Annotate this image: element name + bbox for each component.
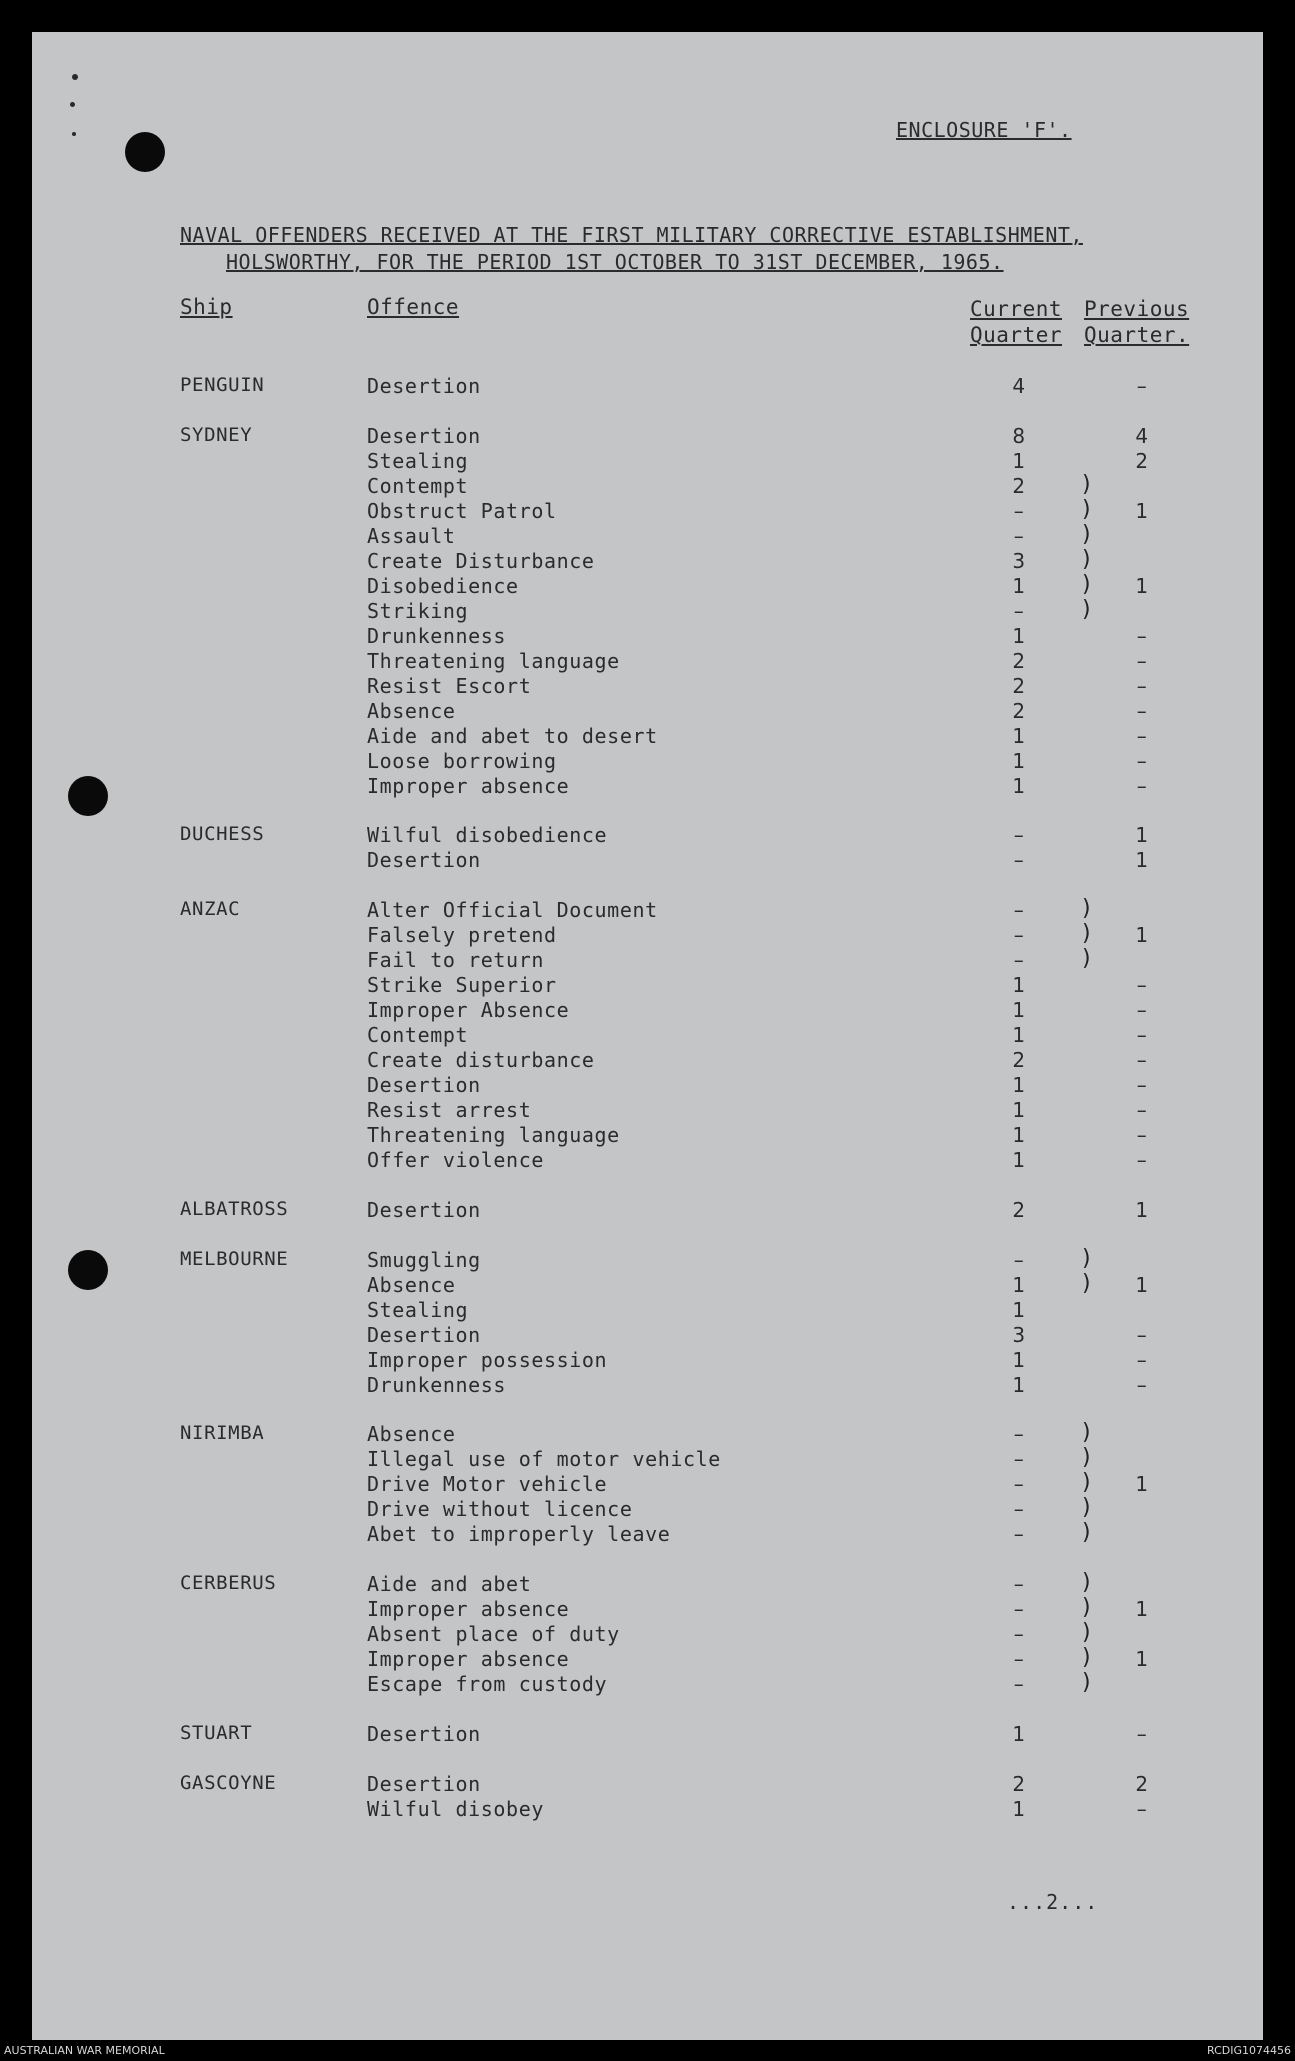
offence-name: Drunkenness — [367, 1373, 507, 1397]
column-header-ship: Ship — [180, 295, 233, 319]
offence-name: Contempt — [367, 474, 469, 498]
group-bracket: ) — [1082, 1670, 1091, 1695]
previous-quarter-count: – — [1136, 973, 1148, 997]
current-quarter-count: 2 — [1012, 649, 1026, 673]
paper-mark — [72, 132, 76, 136]
offence-name: Illegal use of motor vehicle — [367, 1447, 721, 1471]
previous-quarter-count: 4 — [1135, 424, 1149, 448]
offence-name: Resist Escort — [367, 674, 532, 698]
previous-quarter-count: – — [1136, 1048, 1148, 1072]
group-bracket: ) — [1082, 497, 1091, 522]
current-quarter-count: – — [1013, 948, 1025, 972]
offence-name: Create disturbance — [367, 1048, 595, 1072]
current-quarter-count: 1 — [1012, 449, 1026, 473]
offence-name: Alter Official Document — [367, 898, 658, 922]
previous-quarter-count: – — [1136, 774, 1148, 798]
current-quarter-count: 1 — [1012, 1023, 1026, 1047]
current-quarter-count: 2 — [1012, 1772, 1026, 1796]
ship-name: ANZAC — [180, 898, 241, 920]
current-quarter-count: 1 — [1012, 1348, 1026, 1372]
offence-name: Assault — [367, 524, 456, 548]
previous-quarter-count: 1 — [1135, 823, 1149, 847]
previous-quarter-count: – — [1136, 1323, 1148, 1347]
offence-name: Drive without licence — [367, 1497, 633, 1521]
group-bracket: ) — [1082, 1645, 1091, 1670]
current-quarter-count: 2 — [1012, 1048, 1026, 1072]
group-bracket: ) — [1082, 522, 1091, 547]
group-bracket: ) — [1082, 547, 1091, 572]
current-quarter-count: 4 — [1012, 374, 1026, 398]
offence-name: Falsely pretend — [367, 923, 557, 947]
previous-quarter-count: 1 — [1135, 1273, 1149, 1297]
previous-quarter-count: 1 — [1135, 499, 1149, 523]
current-quarter-count: 3 — [1012, 549, 1026, 573]
offence-name: Desertion — [367, 374, 481, 398]
previous-quarter-count: 1 — [1135, 1472, 1149, 1496]
offence-name: Absent place of duty — [367, 1622, 620, 1646]
current-quarter-count: – — [1013, 1472, 1025, 1496]
column-header-previous-line1: Previous — [1084, 297, 1190, 321]
current-quarter-count: 1 — [1012, 1098, 1026, 1122]
offence-name: Stealing — [367, 449, 469, 473]
offence-name: Create Disturbance — [367, 549, 595, 573]
offence-name: Disobedience — [367, 574, 519, 598]
offence-name: Stealing — [367, 1298, 469, 1322]
offence-name: Desertion — [367, 1772, 481, 1796]
ship-name: CERBERUS — [180, 1572, 277, 1594]
group-bracket: ) — [1082, 1246, 1091, 1271]
column-header-current-line1: Current — [970, 297, 1063, 321]
current-quarter-count: 1 — [1012, 973, 1026, 997]
previous-quarter-count: – — [1136, 1073, 1148, 1097]
offence-name: Offer violence — [367, 1148, 544, 1172]
offence-name: Improper absence — [367, 774, 570, 798]
current-quarter-count: – — [1013, 923, 1025, 947]
column-header-current — [970, 296, 1062, 348]
previous-quarter-count: 1 — [1135, 1647, 1149, 1671]
footer-reference: RCDIG1074456 — [1206, 2044, 1291, 2057]
current-quarter-count: – — [1013, 1447, 1025, 1471]
offence-name: Improper absence — [367, 1647, 570, 1671]
previous-quarter-count: 1 — [1135, 574, 1149, 598]
punch-hole — [68, 776, 108, 816]
previous-quarter-count: – — [1136, 374, 1148, 398]
offence-name: Wilful disobedience — [367, 823, 608, 847]
ship-name: PENGUIN — [180, 374, 265, 396]
paper-mark — [72, 74, 78, 80]
document-page — [32, 32, 1263, 2040]
group-bracket: ) — [1082, 1470, 1091, 1495]
previous-quarter-count: – — [1136, 724, 1148, 748]
current-quarter-count: – — [1013, 1572, 1025, 1596]
ship-name: SYDNEY — [180, 424, 253, 446]
offence-name: Absence — [367, 1273, 456, 1297]
previous-quarter-count: – — [1136, 624, 1148, 648]
current-quarter-count: 1 — [1012, 1797, 1026, 1821]
current-quarter-count: 1 — [1012, 1298, 1026, 1322]
group-bracket: ) — [1082, 1420, 1091, 1445]
current-quarter-count: – — [1013, 1672, 1025, 1696]
current-quarter-count: – — [1013, 1248, 1025, 1272]
current-quarter-count: 2 — [1012, 474, 1026, 498]
group-bracket: ) — [1082, 1520, 1091, 1545]
offence-name: Striking — [367, 599, 469, 623]
current-quarter-count: 1 — [1012, 749, 1026, 773]
previous-quarter-count: – — [1136, 998, 1148, 1022]
current-quarter-count: 1 — [1012, 1148, 1026, 1172]
current-quarter-count: – — [1013, 1497, 1025, 1521]
current-quarter-count: – — [1013, 1422, 1025, 1446]
current-quarter-count: 3 — [1012, 1323, 1026, 1347]
offence-name: Wilful disobey — [367, 1797, 544, 1821]
punch-hole — [125, 132, 165, 172]
previous-quarter-count: 1 — [1135, 1597, 1149, 1621]
current-quarter-count: – — [1013, 499, 1025, 523]
ship-name: NIRIMBA — [180, 1422, 265, 1444]
enclosure-label: ENCLOSURE 'F'. — [896, 118, 1072, 142]
previous-quarter-count: – — [1136, 1797, 1148, 1821]
offence-name: Desertion — [367, 1073, 481, 1097]
group-bracket: ) — [1082, 1620, 1091, 1645]
offence-name: Threatening language — [367, 1123, 620, 1147]
column-header-offence: Offence — [367, 295, 460, 319]
document-title — [180, 222, 1083, 276]
offence-name: Desertion — [367, 1323, 481, 1347]
group-bracket: ) — [1082, 572, 1091, 597]
current-quarter-count: 1 — [1012, 624, 1026, 648]
current-quarter-count: 2 — [1012, 699, 1026, 723]
offence-name: Improper absence — [367, 1597, 570, 1621]
ship-name: STUART — [180, 1722, 253, 1744]
current-quarter-count: – — [1013, 848, 1025, 872]
previous-quarter-count: – — [1136, 1148, 1148, 1172]
previous-quarter-count: 1 — [1135, 923, 1149, 947]
footer-source: AUSTRALIAN WAR MEMORIAL — [4, 2044, 165, 2057]
offence-name: Abet to improperly leave — [367, 1522, 671, 1546]
group-bracket: ) — [1082, 1570, 1091, 1595]
current-quarter-count: 1 — [1012, 998, 1026, 1022]
offence-name: Improper Absence — [367, 998, 570, 1022]
offence-name: Desertion — [367, 424, 481, 448]
paper-mark — [70, 102, 75, 107]
group-bracket: ) — [1082, 1495, 1091, 1520]
current-quarter-count: 1 — [1012, 1123, 1026, 1147]
offence-name: Absence — [367, 1422, 456, 1446]
ship-name: MELBOURNE — [180, 1248, 289, 1270]
group-bracket: ) — [1082, 946, 1091, 971]
offence-name: Desertion — [367, 848, 481, 872]
current-quarter-count: – — [1013, 1522, 1025, 1546]
ship-name: ALBATROSS — [180, 1198, 289, 1220]
current-quarter-count: – — [1013, 1597, 1025, 1621]
current-quarter-count: 8 — [1012, 424, 1026, 448]
ship-name: GASCOYNE — [180, 1772, 277, 1794]
previous-quarter-count: – — [1136, 649, 1148, 673]
group-bracket: ) — [1082, 921, 1091, 946]
offence-name: Desertion — [367, 1722, 481, 1746]
current-quarter-count: 1 — [1012, 1073, 1026, 1097]
offence-name: Obstruct Patrol — [367, 499, 557, 523]
ship-name: DUCHESS — [180, 823, 265, 845]
column-header-previous — [1084, 296, 1189, 348]
current-quarter-count: 1 — [1012, 774, 1026, 798]
group-bracket: ) — [1082, 1445, 1091, 1470]
page-continuation-marker: ...2... — [1007, 1890, 1099, 1914]
title-line-2: HOLSWORTHY, FOR THE PERIOD 1ST OCTOBER TO 31ST DECEMBER, 1965. — [226, 250, 1004, 274]
offence-name: Drunkenness — [367, 624, 507, 648]
title-line-1: NAVAL OFFENDERS RECEIVED AT THE FIRST MILITARY CORRECTIVE ESTABLISHMENT, — [180, 223, 1083, 247]
previous-quarter-count: – — [1136, 749, 1148, 773]
offence-name: Strike Superior — [367, 973, 557, 997]
current-quarter-count: 2 — [1012, 674, 1026, 698]
column-header-current-line2: Quarter — [970, 323, 1063, 347]
group-bracket: ) — [1082, 597, 1091, 622]
previous-quarter-count: 1 — [1135, 848, 1149, 872]
previous-quarter-count: – — [1136, 1348, 1148, 1372]
offence-name: Smuggling — [367, 1248, 481, 1272]
current-quarter-count: – — [1013, 1622, 1025, 1646]
previous-quarter-count: – — [1136, 1098, 1148, 1122]
previous-quarter-count: – — [1136, 1722, 1148, 1746]
current-quarter-count: – — [1013, 524, 1025, 548]
previous-quarter-count: – — [1136, 1023, 1148, 1047]
previous-quarter-count: – — [1136, 699, 1148, 723]
previous-quarter-count: – — [1136, 674, 1148, 698]
offence-name: Aide and abet to desert — [367, 724, 658, 748]
current-quarter-count: 1 — [1012, 1273, 1026, 1297]
previous-quarter-count: – — [1136, 1123, 1148, 1147]
current-quarter-count: – — [1013, 898, 1025, 922]
offence-name: Resist arrest — [367, 1098, 532, 1122]
offence-name: Escape from custody — [367, 1672, 608, 1696]
current-quarter-count: 1 — [1012, 724, 1026, 748]
punch-hole — [68, 1250, 108, 1290]
offence-name: Improper possession — [367, 1348, 608, 1372]
offence-name: Desertion — [367, 1198, 481, 1222]
group-bracket: ) — [1082, 896, 1091, 921]
column-header-previous-line2: Quarter. — [1084, 323, 1190, 347]
group-bracket: ) — [1082, 1595, 1091, 1620]
offence-name: Fail to return — [367, 948, 544, 972]
offence-name: Aide and abet — [367, 1572, 532, 1596]
group-bracket: ) — [1082, 472, 1091, 497]
current-quarter-count: – — [1013, 823, 1025, 847]
current-quarter-count: 2 — [1012, 1198, 1026, 1222]
offence-name: Contempt — [367, 1023, 469, 1047]
offence-name: Drive Motor vehicle — [367, 1472, 608, 1496]
offence-name: Loose borrowing — [367, 749, 557, 773]
previous-quarter-count: 2 — [1135, 1772, 1149, 1796]
previous-quarter-count: 2 — [1135, 449, 1149, 473]
current-quarter-count: – — [1013, 599, 1025, 623]
current-quarter-count: 1 — [1012, 1373, 1026, 1397]
current-quarter-count: 1 — [1012, 1722, 1026, 1746]
current-quarter-count: 1 — [1012, 574, 1026, 598]
offence-name: Threatening language — [367, 649, 620, 673]
offence-name: Absence — [367, 699, 456, 723]
previous-quarter-count: – — [1136, 1373, 1148, 1397]
current-quarter-count: – — [1013, 1647, 1025, 1671]
previous-quarter-count: 1 — [1135, 1198, 1149, 1222]
group-bracket: ) — [1082, 1271, 1091, 1296]
